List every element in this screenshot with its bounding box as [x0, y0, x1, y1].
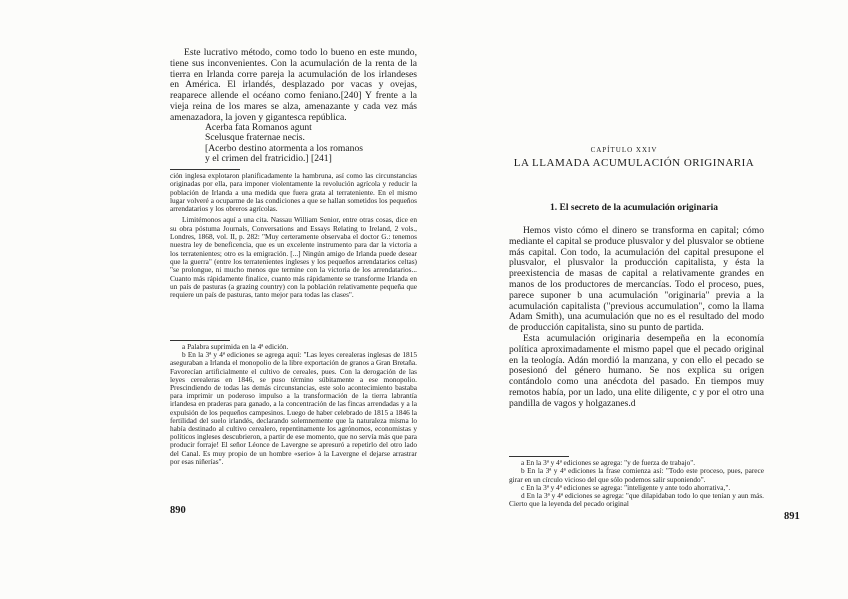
footnote-divider — [170, 169, 240, 170]
page-number-left: 890 — [170, 505, 186, 516]
right-note-d: d En la 3ª y 4ª ediciones se agrega: "que dilapidaban todo lo que tenían y aun más. Cierto que la leyenda del pecado original — [509, 491, 764, 509]
editorial-notes-divider — [170, 340, 230, 341]
verse-line-4: y el crimen del fratricidio.] [241] — [205, 153, 332, 165]
verse-line-1: Acerba fata Romanos agunt — [205, 122, 312, 133]
right-main-text — [509, 226, 764, 410]
latin-verse — [205, 123, 420, 165]
editorial-note-a: a Palabra suprimida en la 4ª edición. — [182, 342, 289, 351]
right-page — [424, 0, 848, 599]
right-note-b: b En la 3ª y 4ª ediciones la frase comienza así: "Todo este proceso, pues, parece girar en un círculo vicioso del que sólo podemos salir suponiendo". — [509, 466, 764, 484]
right-note-a: a En la 3ª y 4ª ediciones se agrega: "y de fuerza de trabajo". — [521, 458, 696, 467]
right-notes-divider — [509, 456, 569, 457]
chapter-label: CAPÍTULO XXIV — [590, 146, 658, 154]
right-editorial-notes — [509, 459, 764, 509]
page-number-right: 891 — [784, 511, 800, 522]
left-main-paragraph: Este lucrativo método, como todo lo bueno en este mundo, tiene sus inconvenientes. Con la acumulación de la renta de la tierra en Irlanda corre pareja la acumulación de los irlandeses en América. El irlandés, desplazado por vacas y ovejas, reaparece allende el océano como feniano.[240] Y frente a la vieja reina de los mares se alza, amenazante y cada vez más amenazadora, la joven y gigantesca república. — [170, 47, 417, 123]
right-paragraph-1: Hemos visto cómo el dinero se transforma en capital; cómo mediante el capital se produce plusvalor y del plusvalor se obtiene más capital. Con todo, la acumulación del capital presupone el plusvalor, el plusvalor la producción capitalista, y ésta la preexistencia de masas de capital a relativamente grandes en manos de los productores de mercancías. Todo el proceso, pues, parece suponer b una acumulación "originaria" previa a la acumulación capitalista ("previous accumulation", como la llama Adam Smith), una acumulación que no es el resultado del modo de producción capitalista, sino su punto de partida. — [509, 225, 764, 334]
right-note-c: c En la 3ª y 4ª ediciones se agrega: "inteligente y ante todo ahorrativa,". — [521, 482, 731, 492]
section-title: 1. El secreto de la acumulación originaria — [550, 203, 718, 213]
chapter-title: LA LLAMADA ACUMULACIÓN ORIGINARIA — [513, 157, 755, 169]
left-footnotes — [170, 172, 417, 299]
left-main-text — [170, 48, 417, 124]
right-paragraph-2: Esta acumulación originaria desempeña en la economía política aproximadamente el mismo papel que el pecado original en la teología. Adán mordió la manzana, y con ello el pecado se posesionó del género humano. Se nos explica su origen contándolo como una anécdota del pasado. En tiempos muy remotos había, por un lado, una elite diligente, c y por el otro una pandilla de vagos y holgazanes.d — [509, 332, 764, 409]
footnote-quote: Limitémonos aquí a una cita. Nassau William Senior, entre otras cosas, dice en su obra póstuma Journals, Conversations and Essays Relating to Ireland, 2 vols., Londres, 1868, vol. II, p. 282: "Muy certeramente observaba el doctor G.: tenemos nuestra ley de beneficencia, que es un excelente instrumento para dar la victoria a los terratenientes; otro es la emigración. [...] Ningún amigo de Irlanda puede desear que la guerra" (entre los terratenientes ingleses y los pequeños arrendatarios celtas) "se prolongue, ni mucho menos que termine con la victoria de los arrendatarios... Cuanto más rápidamente finalice, cuanto más rápidamente se transforme Irlanda en un país de pasturas (a grazing country) con la población relativamente pequeña que requiere un país de pasturas, tanto mejor para todas las clases". — [170, 215, 417, 300]
verse-line-3: [Acerbo destino atormenta a los romanos — [205, 142, 363, 154]
verse-line-2: Scelusque fraternae necis. — [205, 132, 305, 144]
editorial-note-b: b En la 3ª y 4ª ediciones se agrega aquí: "Las leyes cerealeras inglesas de 1815 aseguraban a Irlanda el monopolio de la libre exportación de granos a Gran Bretaña. Favorecían artificialmente el cultivo de cereales, pues. Con la derogación de las leyes cerealeras en 1846, se puso término súbitamente a ese monopolio. Prescindiendo de todas las demás circunstancias, este solo acontecimiento bastaba para imprimir un poderoso impulso a la transformación de la tierra labrantía irlandesa en praderas para ganado, a la concentración de las fincas arrendadas y a la expulsión de los pequeños campesinos. Luego de haber celebrado de 1815 a 1846 la fertilidad del suelo irlandés, declarando solemnemente que la naturaleza misma lo había destinado al cultivo cerealero, repentinamente los agrónomos, economistas y políticos ingleses descubrieron, a partir de ese momento, que no servía más que para producir forraje! El señor Léonce de Lavergne se apresuró a repetirlo del otro lado del Canal. Es muy propio de un hombre «serio» à la Lavergne el dejarse arrastrar por esas niñerías". — [170, 350, 417, 466]
footnote-continuation: ción inglesa explotaron planificadamente la hambruna, así como las circunstancias originadas por ella, para imponer violentamente la revolución agrícola y reducir la población de Irlanda a una medida que fuera grata al terrateniente. En el mismo lugar volveré a ocuparme de las condiciones a que se hallan sometidos los pequeños arrendatarios y los obreros agrícolas. — [170, 171, 417, 214]
left-editorial-notes — [170, 343, 417, 466]
